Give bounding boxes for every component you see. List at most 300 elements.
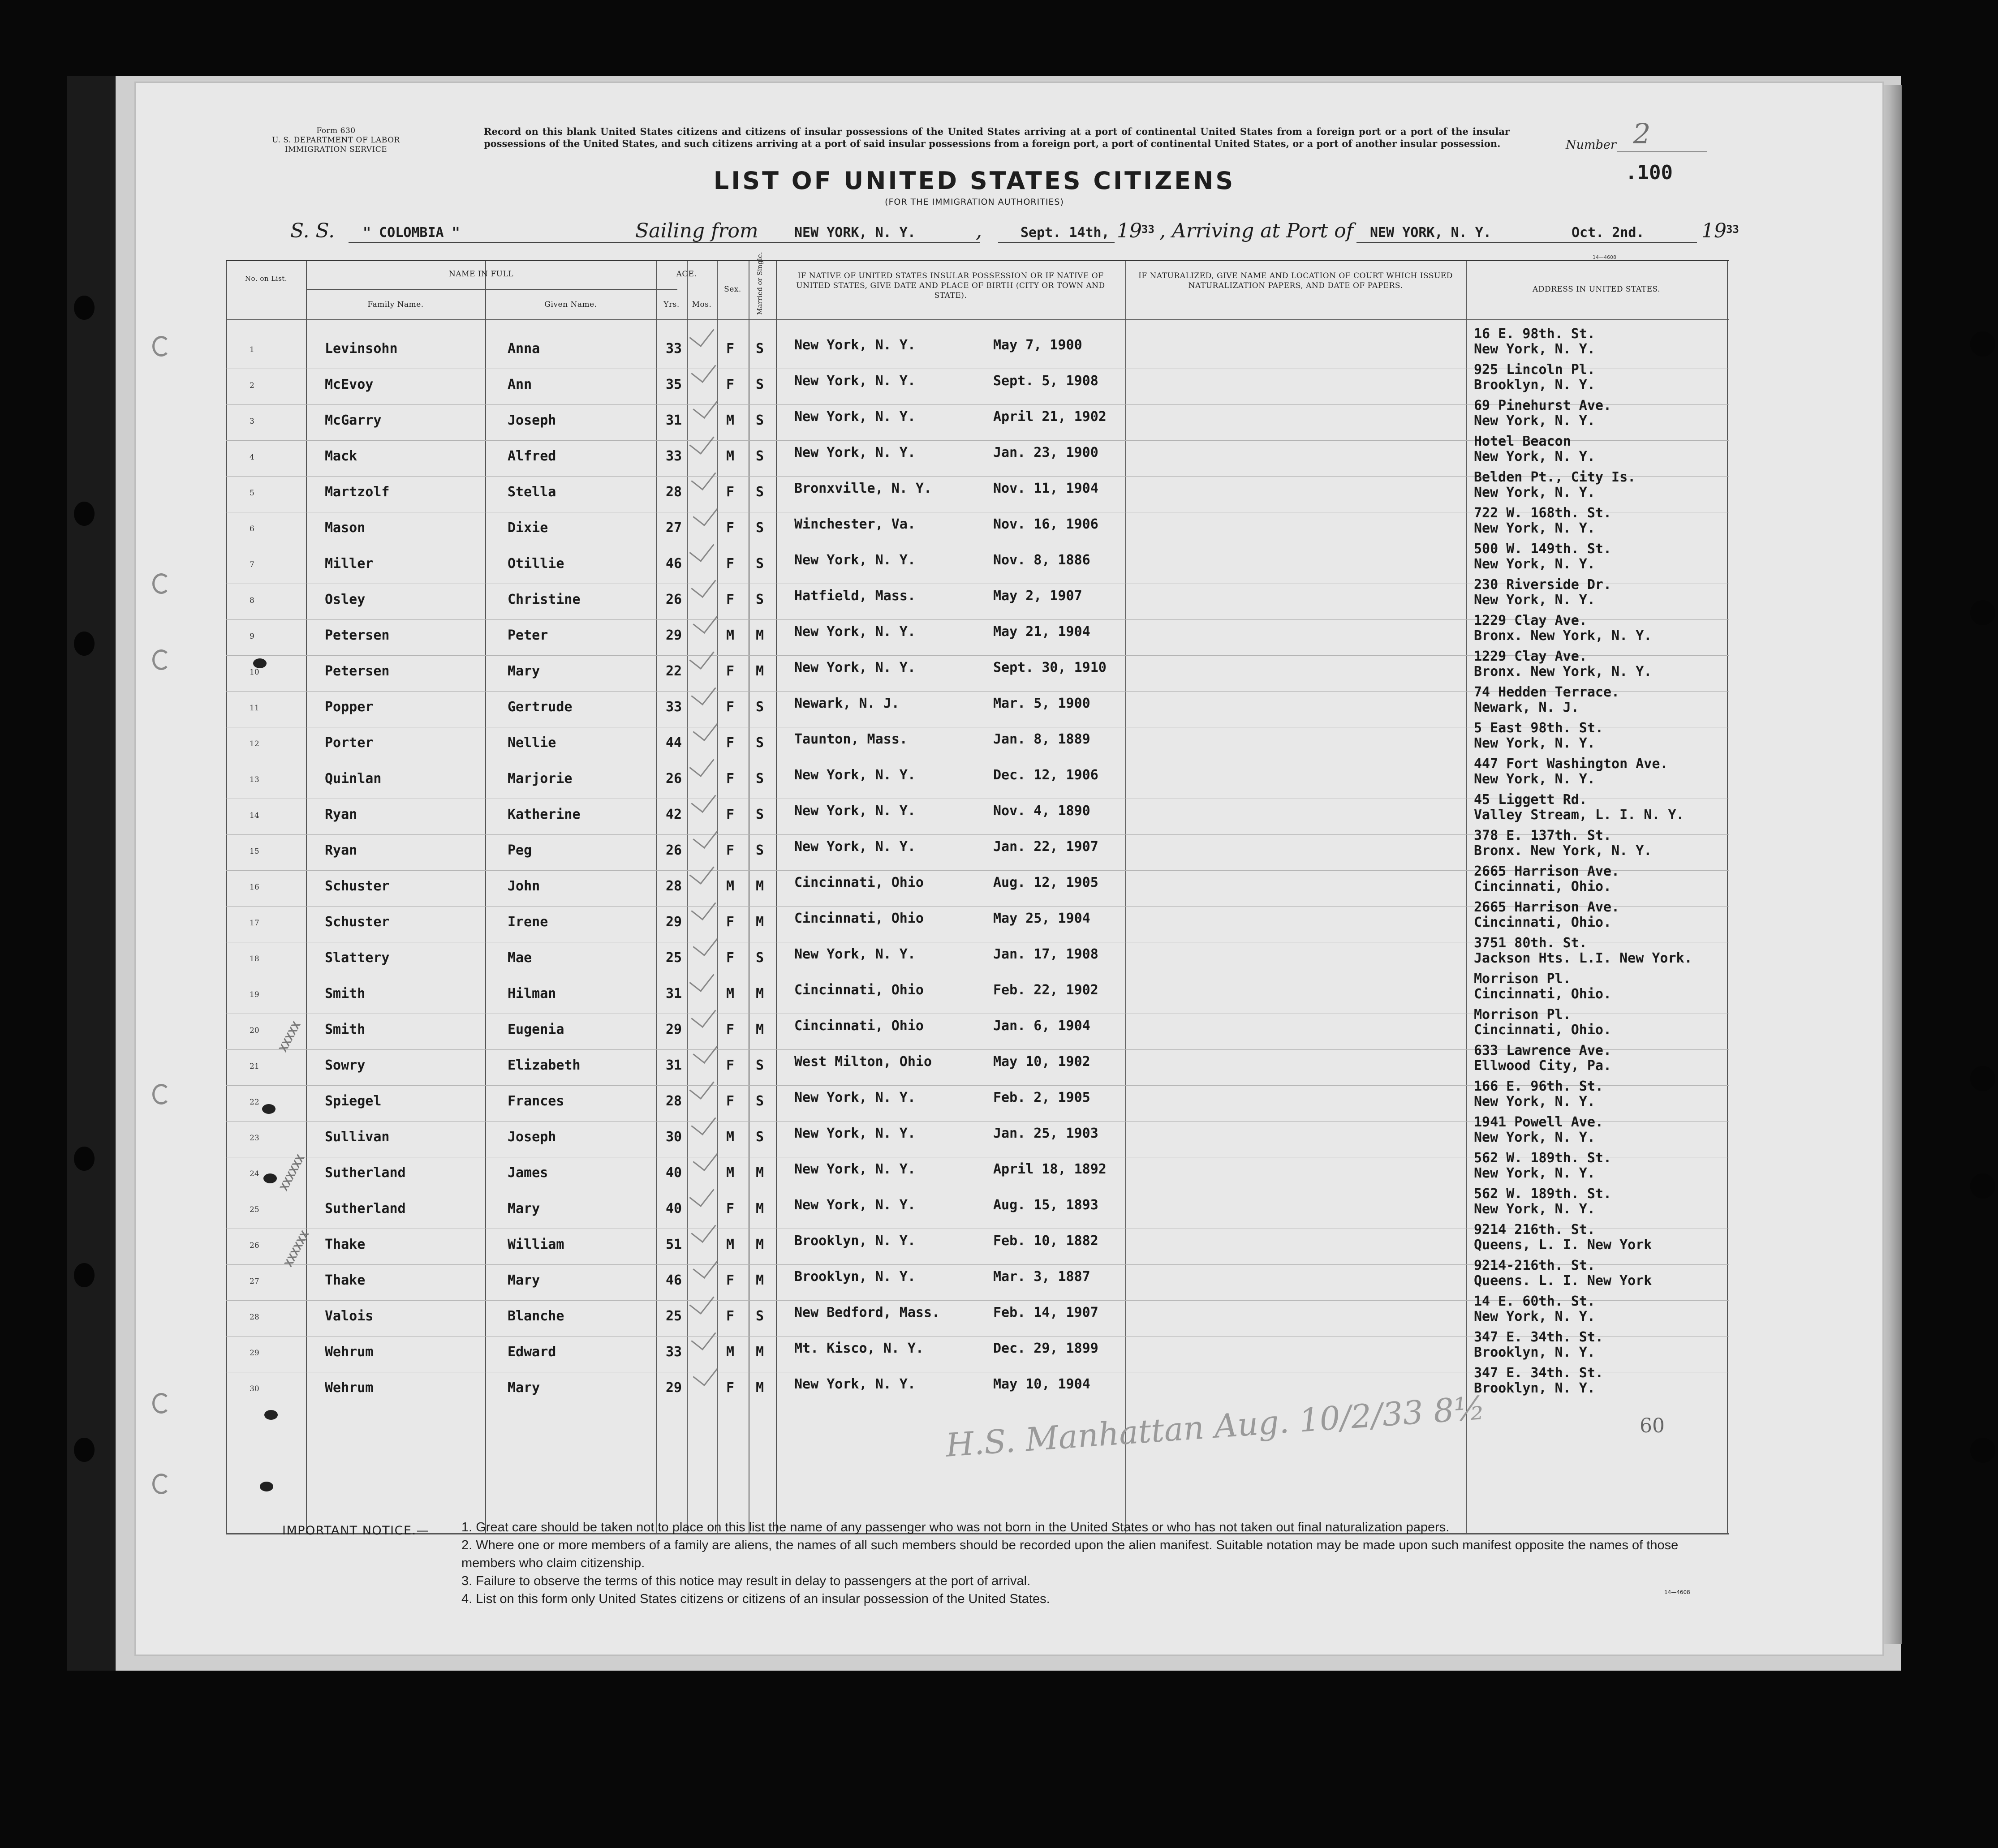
address-street: 633 Lawrence Ave.	[1474, 1043, 1612, 1058]
address	[1474, 327, 1595, 357]
marital-status: S	[756, 842, 764, 858]
address	[1474, 1366, 1603, 1396]
given-name: Peter	[508, 627, 548, 643]
birth-place: Brooklyn, N. Y.	[794, 1233, 916, 1249]
address-city: New York, N. Y.	[1474, 1309, 1595, 1324]
row-number: 24	[250, 1169, 259, 1178]
birth-date: Feb. 14, 1907	[993, 1305, 1098, 1320]
address	[1474, 398, 1611, 429]
vessel-line	[290, 219, 1858, 246]
given-name: Gertrude	[508, 699, 573, 715]
arriving-port-underline	[1356, 242, 1697, 243]
sex: M	[726, 878, 735, 894]
address-street: 347 E. 34th. St.	[1474, 1365, 1603, 1381]
form-number: Form 630	[316, 126, 356, 135]
row-number: 17	[250, 919, 259, 928]
row-number: 16	[250, 883, 259, 892]
given-name: Anna	[508, 341, 540, 357]
address-city: New York, N. Y.	[1474, 735, 1595, 751]
marital-status: S	[756, 699, 764, 715]
row-number: 9	[250, 632, 254, 641]
birth-date: April 21, 1902	[993, 409, 1107, 425]
address-street: 16 E. 98th. St.	[1474, 326, 1595, 342]
birth-date: Mar. 5, 1900	[993, 696, 1090, 711]
address	[1474, 900, 1619, 930]
address-city: New York, N. Y.	[1474, 771, 1595, 787]
header-mid-line	[306, 289, 677, 290]
address-city: Bronx. New York, N. Y.	[1474, 628, 1652, 644]
address	[1474, 470, 1636, 500]
row-number: 5	[250, 489, 254, 498]
marital-status: S	[756, 377, 764, 392]
address-street: Hotel Beacon	[1474, 434, 1571, 449]
row-number: 29	[250, 1349, 259, 1358]
notice-item-3: 3. Failure to observe the terms of this notice may result in delay to passengers at the port of arrival.	[461, 1574, 1031, 1588]
address	[1474, 1330, 1603, 1360]
sex: M	[726, 1344, 735, 1360]
marital-status: M	[756, 1380, 764, 1396]
address-street: 1229 Clay Ave.	[1474, 613, 1587, 628]
birth-place: New Bedford, Mass.	[794, 1305, 940, 1320]
address-city: New York, N. Y.	[1474, 556, 1595, 572]
age-years: 22	[666, 663, 682, 679]
birth-date: May 7, 1900	[993, 337, 1082, 353]
address-street: 562 W. 189th. St.	[1474, 1186, 1612, 1202]
given-name: Otillie	[508, 556, 564, 572]
row-number: 18	[250, 954, 259, 963]
punch-hole	[1970, 331, 1995, 357]
birth-place: New York, N. Y.	[794, 660, 916, 675]
birth-date: May 25, 1904	[993, 911, 1090, 926]
address-city: New York, N. Y.	[1474, 1165, 1595, 1181]
sex: F	[726, 1201, 735, 1216]
given-name: Christine	[508, 592, 581, 607]
row-number: 26	[250, 1241, 259, 1250]
birth-place: New York, N. Y.	[794, 1197, 916, 1213]
birth-place: New York, N. Y.	[794, 552, 916, 568]
print-code: 14—4608	[1593, 254, 1616, 260]
birth-date: Feb. 2, 1905	[993, 1090, 1090, 1105]
address	[1474, 613, 1652, 644]
arriving-date: Oct. 2nd.	[1572, 225, 1645, 241]
address-street: 5 East 98th. St.	[1474, 720, 1603, 736]
birth-place: Brooklyn, N. Y.	[794, 1269, 916, 1285]
address-street: Morrison Pl.	[1474, 1007, 1571, 1023]
birth-date: Jan. 23, 1900	[993, 445, 1098, 460]
given-name: James	[508, 1165, 548, 1181]
birth-date: Mar. 3, 1887	[993, 1269, 1090, 1285]
row-number: 2	[250, 381, 254, 390]
given-name: Edward	[508, 1344, 556, 1360]
sex: M	[726, 1237, 735, 1252]
address-city: New York, N. Y.	[1474, 592, 1595, 608]
given-name: Joseph	[508, 413, 556, 428]
header-naturalized: IF NATURALIZED, GIVE NAME AND LOCATION OF COURT WHICH ISSUED NATURALIZATION PAPERS, AND DATE OF PAPERS.	[1138, 271, 1453, 290]
birth-date: Jan. 17, 1908	[993, 946, 1098, 962]
address-street: 562 W. 189th. St.	[1474, 1150, 1612, 1166]
row-number: 15	[250, 847, 259, 856]
table-row	[226, 1365, 1729, 1408]
sex: F	[726, 484, 735, 500]
birth-place: New York, N. Y.	[794, 624, 916, 640]
row-number: 23	[250, 1134, 259, 1143]
address-city: Cincinnati, Ohio.	[1474, 915, 1612, 930]
birth-place: Taunton, Mass.	[794, 731, 908, 747]
age-years: 40	[666, 1201, 682, 1216]
page-subtitle: (FOR THE IMMIGRATION AUTHORITIES)	[885, 197, 1064, 207]
family-name: Levinsohn	[325, 341, 398, 357]
family-name: Petersen	[325, 627, 390, 643]
birth-place: New York, N. Y.	[794, 373, 916, 389]
sex: F	[726, 663, 735, 679]
address-street: 447 Fort Washington Ave.	[1474, 756, 1668, 772]
address-street: 2665 Harrison Ave.	[1474, 899, 1620, 915]
age-years: 25	[666, 1308, 682, 1324]
given-name: Peg	[508, 842, 532, 858]
age-years: 25	[666, 950, 682, 966]
family-name: Martzolf	[325, 484, 390, 500]
row-number: 12	[250, 739, 259, 748]
row-number: 27	[250, 1277, 259, 1286]
family-name: Schuster	[325, 914, 390, 930]
birth-place: Hatfield, Mass.	[794, 588, 916, 604]
punch-hole	[1970, 1438, 1995, 1463]
birth-date: Aug. 12, 1905	[993, 875, 1098, 890]
sailing-year-prefix: 19	[1117, 219, 1142, 242]
birth-place: West Milton, Ohio	[794, 1054, 932, 1070]
address-city: Bronx. New York, N. Y.	[1474, 664, 1652, 679]
header-age: AGE.	[676, 270, 697, 279]
marital-status: M	[756, 1344, 764, 1360]
service-name: IMMIGRATION SERVICE	[284, 145, 388, 154]
age-years: 29	[666, 627, 682, 643]
address-city: New York, N. Y.	[1474, 485, 1595, 500]
birth-place: Cincinnati, Ohio	[794, 875, 924, 890]
row-number: 4	[250, 453, 254, 462]
marital-status: S	[756, 950, 764, 966]
marital-status: M	[756, 914, 764, 930]
sex: M	[726, 448, 735, 464]
birth-place: New York, N. Y.	[794, 1126, 916, 1141]
family-name: Valois	[325, 1308, 374, 1324]
sex: F	[726, 341, 735, 357]
address-street: 347 E. 34th. St.	[1474, 1329, 1603, 1345]
row-number: 10	[250, 668, 259, 677]
address	[1474, 828, 1652, 859]
marital-status: S	[756, 556, 764, 572]
sex: F	[726, 950, 735, 966]
punch-hole	[74, 1438, 95, 1462]
birth-date: Nov. 16, 1906	[993, 516, 1098, 532]
address-street: 9214 216th. St.	[1474, 1222, 1595, 1238]
list-number: 2	[1633, 117, 1651, 150]
punch-hole	[74, 502, 95, 526]
row-number: 21	[250, 1062, 259, 1071]
print-code: 14—4608	[1664, 1589, 1690, 1595]
number-underline	[1617, 151, 1707, 152]
arriving-year: 33	[1726, 223, 1739, 236]
sex: F	[726, 1057, 735, 1073]
marital-status: S	[756, 1057, 764, 1073]
age-years: 31	[666, 986, 682, 1001]
address	[1474, 756, 1668, 787]
address-city: New York, N. Y.	[1474, 341, 1595, 357]
address-street: 722 W. 168th. St.	[1474, 505, 1612, 521]
marital-status: M	[756, 663, 764, 679]
address-city: Queens. L. I. New York	[1474, 1273, 1652, 1289]
binder-ring-mark	[152, 1474, 170, 1494]
given-name: Eugenia	[508, 1022, 564, 1037]
age-years: 31	[666, 1057, 682, 1073]
marital-status: M	[756, 1201, 764, 1216]
age-years: 29	[666, 1380, 682, 1396]
sex: F	[726, 1093, 735, 1109]
birth-date: May 10, 1902	[993, 1054, 1090, 1070]
address-city: Valley Stream, L. I. N. Y.	[1474, 807, 1684, 823]
birth-place: Mt. Kisco, N. Y.	[794, 1341, 924, 1356]
arriving-label: , Arriving at Port of	[1159, 219, 1353, 242]
marital-status: S	[756, 592, 764, 607]
age-years: 26	[666, 592, 682, 607]
marital-status: S	[756, 448, 764, 464]
binder-ring-mark	[152, 649, 170, 670]
given-name: Marjorie	[508, 771, 573, 786]
address-city: Jackson Hts. L.I. New York.	[1474, 950, 1692, 966]
age-years: 27	[666, 520, 682, 536]
birth-date: Jan. 22, 1907	[993, 839, 1098, 855]
marital-status: S	[756, 341, 764, 357]
sex: F	[726, 807, 735, 822]
address-city: Queens, L. I. New York	[1474, 1237, 1652, 1253]
address	[1474, 506, 1611, 536]
address	[1474, 1079, 1603, 1109]
row-number: 22	[250, 1098, 259, 1107]
address	[1474, 1186, 1611, 1217]
age-years: 35	[666, 377, 682, 392]
row-number: 13	[250, 775, 259, 784]
family-name: Slattery	[325, 950, 390, 966]
birth-date: Nov. 11, 1904	[993, 481, 1098, 496]
sex: F	[726, 842, 735, 858]
age-years: 46	[666, 1272, 682, 1288]
address-city: Bronx. New York, N. Y.	[1474, 843, 1652, 859]
family-name: Mack	[325, 448, 357, 464]
sailing-from-underline	[747, 242, 980, 243]
birth-date: Aug. 15, 1893	[993, 1197, 1098, 1213]
address	[1474, 936, 1692, 966]
family-name: McEvoy	[325, 377, 374, 392]
address-city: New York, N. Y.	[1474, 1094, 1595, 1109]
marital-status: S	[756, 807, 764, 822]
given-name: Irene	[508, 914, 548, 930]
marital-status: M	[756, 1022, 764, 1037]
family-name: Wehrum	[325, 1380, 374, 1396]
address	[1474, 577, 1611, 608]
address-street: 2665 Harrison Ave.	[1474, 864, 1620, 879]
header-given-name: Given Name.	[544, 300, 597, 309]
sailing-year: 33	[1141, 223, 1154, 236]
address	[1474, 864, 1619, 894]
sailing-label: Sailing from	[635, 219, 758, 242]
address-street: 500 W. 149th. St.	[1474, 541, 1612, 557]
binder-ring-mark	[152, 1084, 170, 1105]
number-label: Number	[1566, 138, 1616, 152]
form-identifier	[251, 126, 421, 155]
address	[1474, 685, 1619, 715]
marital-status: M	[756, 878, 764, 894]
given-name: Mary	[508, 663, 540, 679]
family-name: Sutherland	[325, 1165, 406, 1181]
sex: F	[726, 520, 735, 536]
punch-hole	[74, 632, 95, 656]
age-years: 28	[666, 878, 682, 894]
address	[1474, 792, 1684, 823]
vessel-prefix: S. S.	[290, 219, 335, 242]
sex: F	[726, 592, 735, 607]
arriving-port: NEW YORK, N. Y.	[1370, 225, 1491, 241]
marital-status: S	[756, 1093, 764, 1109]
sex: M	[726, 1129, 735, 1145]
family-name: Osley	[325, 592, 366, 607]
address	[1474, 1151, 1611, 1181]
address-street: 45 Liggett Rd.	[1474, 792, 1587, 808]
header-married-single: Married or Single.	[756, 252, 764, 315]
punch-hole	[1970, 1066, 1995, 1091]
sailing-date: Sept. 14th,	[1021, 225, 1110, 241]
address-city: New York, N. Y.	[1474, 413, 1595, 429]
header-family-name: Family Name.	[367, 300, 424, 309]
family-name: Miller	[325, 556, 374, 572]
address-street: 230 Riverside Dr.	[1474, 577, 1612, 593]
given-name: Stella	[508, 484, 556, 500]
birth-place: New York, N. Y.	[794, 803, 916, 819]
margin-stamp: XXXXXX	[282, 1229, 312, 1269]
birth-date: Jan. 6, 1904	[993, 1018, 1090, 1034]
address-city: Newark, N. J.	[1474, 700, 1579, 715]
address-city: New York, N. Y.	[1474, 1201, 1595, 1217]
age-years: 31	[666, 413, 682, 428]
marital-status: M	[756, 1272, 764, 1288]
age-years: 33	[666, 341, 682, 357]
age-years: 30	[666, 1129, 682, 1145]
given-name: Ann	[508, 377, 532, 392]
address	[1474, 1043, 1611, 1074]
given-name: Mary	[508, 1201, 540, 1216]
binder-ring-mark	[152, 336, 170, 357]
sex: M	[726, 413, 735, 428]
given-name: John	[508, 878, 540, 894]
family-name: Sullivan	[325, 1129, 390, 1145]
age-years: 28	[666, 484, 682, 500]
row-number: 8	[250, 596, 254, 605]
address-city: Brooklyn, N. Y.	[1474, 1380, 1595, 1396]
address	[1474, 971, 1611, 1002]
punch-hole	[74, 1263, 95, 1287]
notice-item-2: 2. Where one or more members of a family are aliens, the names of all such members should be recorded upon the alien manifest. Suitable notation may be made upon such manifest opposite the names of those members who claim citizenship.	[461, 1538, 1679, 1570]
age-years: 26	[666, 771, 682, 786]
margin-stamp: XXXXX	[277, 1019, 303, 1054]
given-name: Nellie	[508, 735, 556, 751]
given-name: Elizabeth	[508, 1057, 581, 1073]
row-number: 30	[250, 1384, 259, 1393]
birth-place: New York, N. Y.	[794, 839, 916, 855]
marital-status: S	[756, 1129, 764, 1145]
birth-date: Dec. 29, 1899	[993, 1341, 1098, 1356]
birth-place: Cincinnati, Ohio	[794, 911, 924, 926]
given-name: Katherine	[508, 807, 581, 822]
form-instructions: Record on this blank United States citizens and citizens of insular possessions of the United States arriving at a port of continental United States from a foreign port or a port of the insular possessions of the United States, and such citizens arriving at a port of said insular possessions from a foreign port, a port of continental United States, or a port of another insular possession.	[484, 126, 1510, 149]
address	[1474, 721, 1603, 751]
birth-place: New York, N. Y.	[794, 946, 916, 962]
marital-status: M	[756, 1237, 764, 1252]
family-name: Petersen	[325, 663, 390, 679]
address-city: Brooklyn, N. Y.	[1474, 377, 1595, 393]
family-name: Ryan	[325, 842, 357, 858]
address	[1474, 434, 1595, 464]
address-city: Cincinnati, Ohio.	[1474, 986, 1612, 1002]
age-years: 44	[666, 735, 682, 751]
birth-place: New York, N. Y.	[794, 1161, 916, 1177]
header-bottom-line	[226, 319, 1729, 320]
marital-status: S	[756, 735, 764, 751]
punch-hole	[74, 296, 95, 320]
birth-date: Nov. 8, 1886	[993, 552, 1090, 568]
family-name: Smith	[325, 1022, 366, 1037]
birth-date: Dec. 12, 1906	[993, 767, 1098, 783]
handwritten-annotation: H.S. Manhattan Aug. 10/2/33 8½	[944, 1388, 1487, 1464]
birth-date: Feb. 10, 1882	[993, 1233, 1098, 1249]
punch-hole	[1970, 600, 1995, 625]
birth-place: New York, N. Y.	[794, 445, 916, 460]
address-street: 1229 Clay Ave.	[1474, 649, 1587, 664]
age-years: 33	[666, 699, 682, 715]
address-street: 3751 80th. St.	[1474, 935, 1587, 951]
birth-place: Cincinnati, Ohio	[794, 1018, 924, 1034]
header-name-in-full: NAME IN FULL	[448, 270, 514, 279]
marital-status: M	[756, 627, 764, 643]
sex: F	[726, 699, 735, 715]
birth-date: Nov. 4, 1890	[993, 803, 1090, 819]
sex: F	[726, 771, 735, 786]
family-name: Smith	[325, 986, 366, 1001]
birth-date: Jan. 25, 1903	[993, 1126, 1098, 1141]
address-street: Belden Pt., City Is.	[1474, 469, 1636, 485]
birth-place: New York, N. Y.	[794, 409, 916, 425]
sex: F	[726, 914, 735, 930]
page-title: LIST OF UNITED STATES CITIZENS	[713, 167, 1236, 195]
family-name: Ryan	[325, 807, 357, 822]
header-sex: Sex.	[724, 285, 741, 294]
age-years: 29	[666, 914, 682, 930]
birth-place: Bronxville, N. Y.	[794, 481, 932, 496]
birth-date: May 2, 1907	[993, 588, 1082, 604]
family-name: Sowry	[325, 1057, 366, 1073]
given-name: Hilman	[508, 986, 556, 1001]
sex: F	[726, 556, 735, 572]
birth-place: Newark, N. J.	[794, 696, 900, 711]
address	[1474, 1222, 1652, 1253]
birth-date: May 10, 1904	[993, 1376, 1090, 1392]
sex: F	[726, 1308, 735, 1324]
given-name: Dixie	[508, 520, 548, 536]
given-name: Mary	[508, 1272, 540, 1288]
address-street: 69 Pinehurst Ave.	[1474, 398, 1612, 413]
age-years: 28	[666, 1093, 682, 1109]
marital-status: S	[756, 413, 764, 428]
birth-date: April 18, 1892	[993, 1161, 1107, 1177]
sailing-date-underline	[998, 242, 1115, 243]
address-street: Morrison Pl.	[1474, 971, 1571, 987]
